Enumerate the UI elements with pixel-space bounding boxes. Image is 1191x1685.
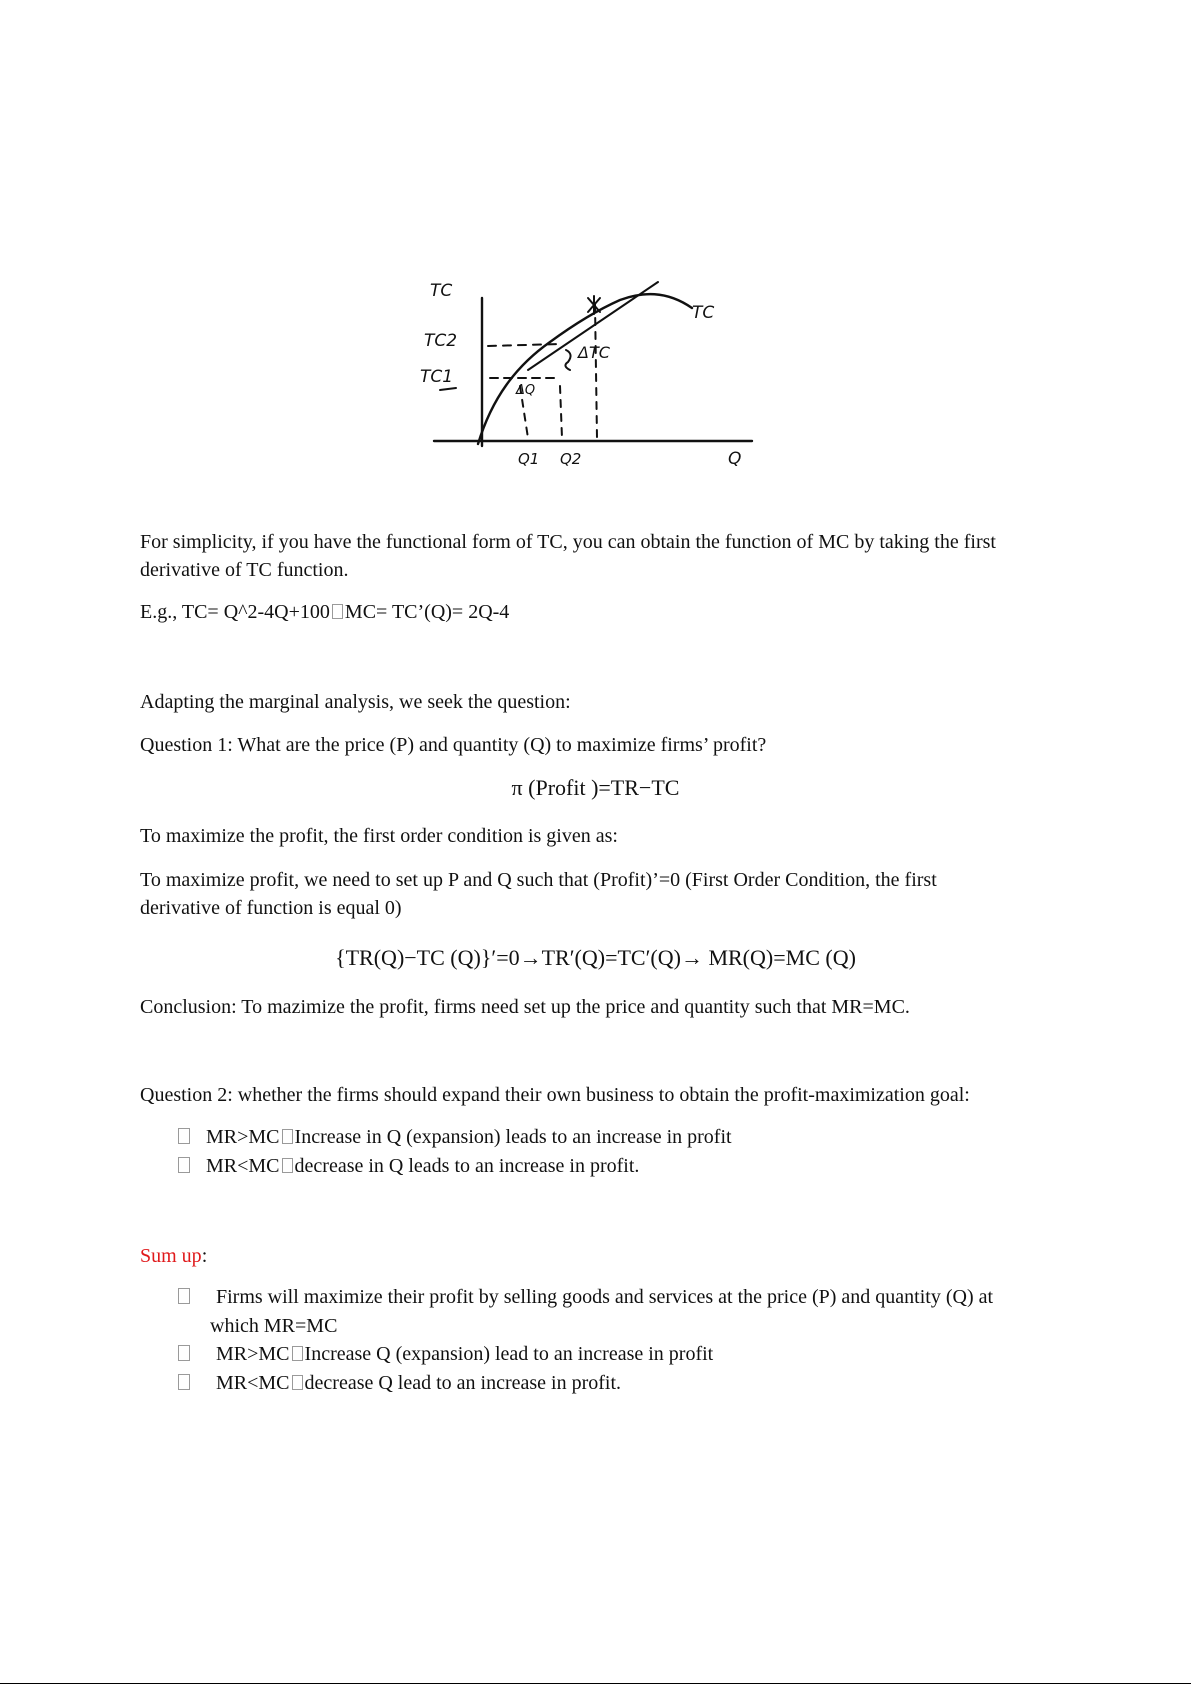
label-delta-q: ΔQ [516,383,536,398]
tc1-underline [440,388,456,390]
label-q1: Q1 [518,450,540,468]
q2-bullet-1-left: MR>MC [206,1126,280,1148]
sumup-bullet-1-line2: which MR=MC [210,1315,338,1337]
foc-intro: To maximize the profit, the first order condition is given as: [140,825,618,847]
tc-sketch-figure [420,278,780,478]
q2-bullet-1 [178,1123,732,1151]
example-mc: MC= TC’(Q)= 2Q-4 [344,601,510,623]
label-x-axis: Q [728,449,742,469]
arrow-glyph-box [292,1375,303,1390]
sumup-bullet-2-right: Increase Q (expansion) lead to an increase in profit [304,1343,714,1365]
foc-line1: To maximize profit, we need to set up P and Q such that (Profit)’=0 (First Order Condition, the first [140,869,937,891]
question-1: Question 1: What are the price (P) and quantity (Q) to maximize firms’ profit? [140,734,767,756]
foc-line2: derivative of function is equal 0) [140,897,402,919]
q2-bullet-2-left: MR<MC [206,1155,280,1177]
bullet-box [178,1374,190,1390]
arrow-glyph-box [282,1129,293,1144]
para-simplicity-line1: For simplicity, if you have the functional form of TC, you can obtain the function of MC by taking the first [140,531,996,553]
sumup-bullet-2-left: MR>MC [216,1343,290,1365]
conclusion-line: Conclusion: To mazimize the profit, firms need set up the price and quantity such that MR=MC. [140,996,910,1018]
arrow-glyph-box [332,604,343,619]
profit-equation: π (Profit )=TR−TC [511,775,680,800]
sumup-title: Sum up [140,1245,202,1267]
bullet-box [178,1128,190,1144]
label-delta-tc: ΔTC [578,343,610,362]
q2-bullet-2 [178,1152,639,1180]
tc-sketch-svg [420,278,780,478]
q2-dash [560,386,562,438]
label-y-axis: TC [430,281,453,301]
bullet-box [178,1345,190,1361]
page-bottom-rule [0,1683,1191,1684]
tc2-dash [488,344,560,346]
arrow-glyph-box [292,1346,303,1361]
q2-bullet-2-right: decrease in Q leads to an increase in profit. [294,1155,640,1177]
label-q2: Q2 [560,450,582,468]
example-tc: E.g., TC= Q^2-4Q+100 [140,601,330,623]
sumup-heading [140,1242,1060,1270]
bullet-box [178,1157,190,1173]
question-2: Question 2: whether the firms should expand their own business to obtain the profit-maximization goal: [140,1084,970,1106]
label-tc1: TC1 [420,367,454,387]
arrow-glyph-box [282,1158,293,1173]
sumup-bullet-1 [178,1283,993,1311]
label-tc2: TC2 [424,331,458,351]
sumup-bullet-3-left: MR<MC [216,1372,290,1394]
sumup-colon: : [201,1245,208,1267]
sumup-bullet-2 [178,1340,713,1368]
sumup-bullet-3 [178,1369,621,1397]
sumup-bullet-3-right: decrease Q lead to an increase in profit. [304,1372,622,1394]
label-tc-curve: TC [692,303,715,323]
tc-curve [478,294,692,444]
delta-tc-brace [565,350,570,370]
example-line [140,598,1060,626]
adapting-line: Adapting the marginal analysis, we seek the question: [140,691,571,713]
q2-bullet-1-right: Increase in Q (expansion) leads to an increase in profit [294,1126,732,1148]
para-simplicity-line2: derivative of TC function. [140,559,349,581]
tangency-star [588,296,600,314]
bullet-box [178,1288,190,1304]
derivation-equation: {TR(Q)−TC (Q)}′=0→TR′(Q)=TC′(Q)→ MR(Q)=MC (Q) [335,945,856,970]
sumup-bullet-1-line1: Firms will maximize their profit by selling goods and services at the price (P) and quantity (Q) at [216,1286,994,1308]
